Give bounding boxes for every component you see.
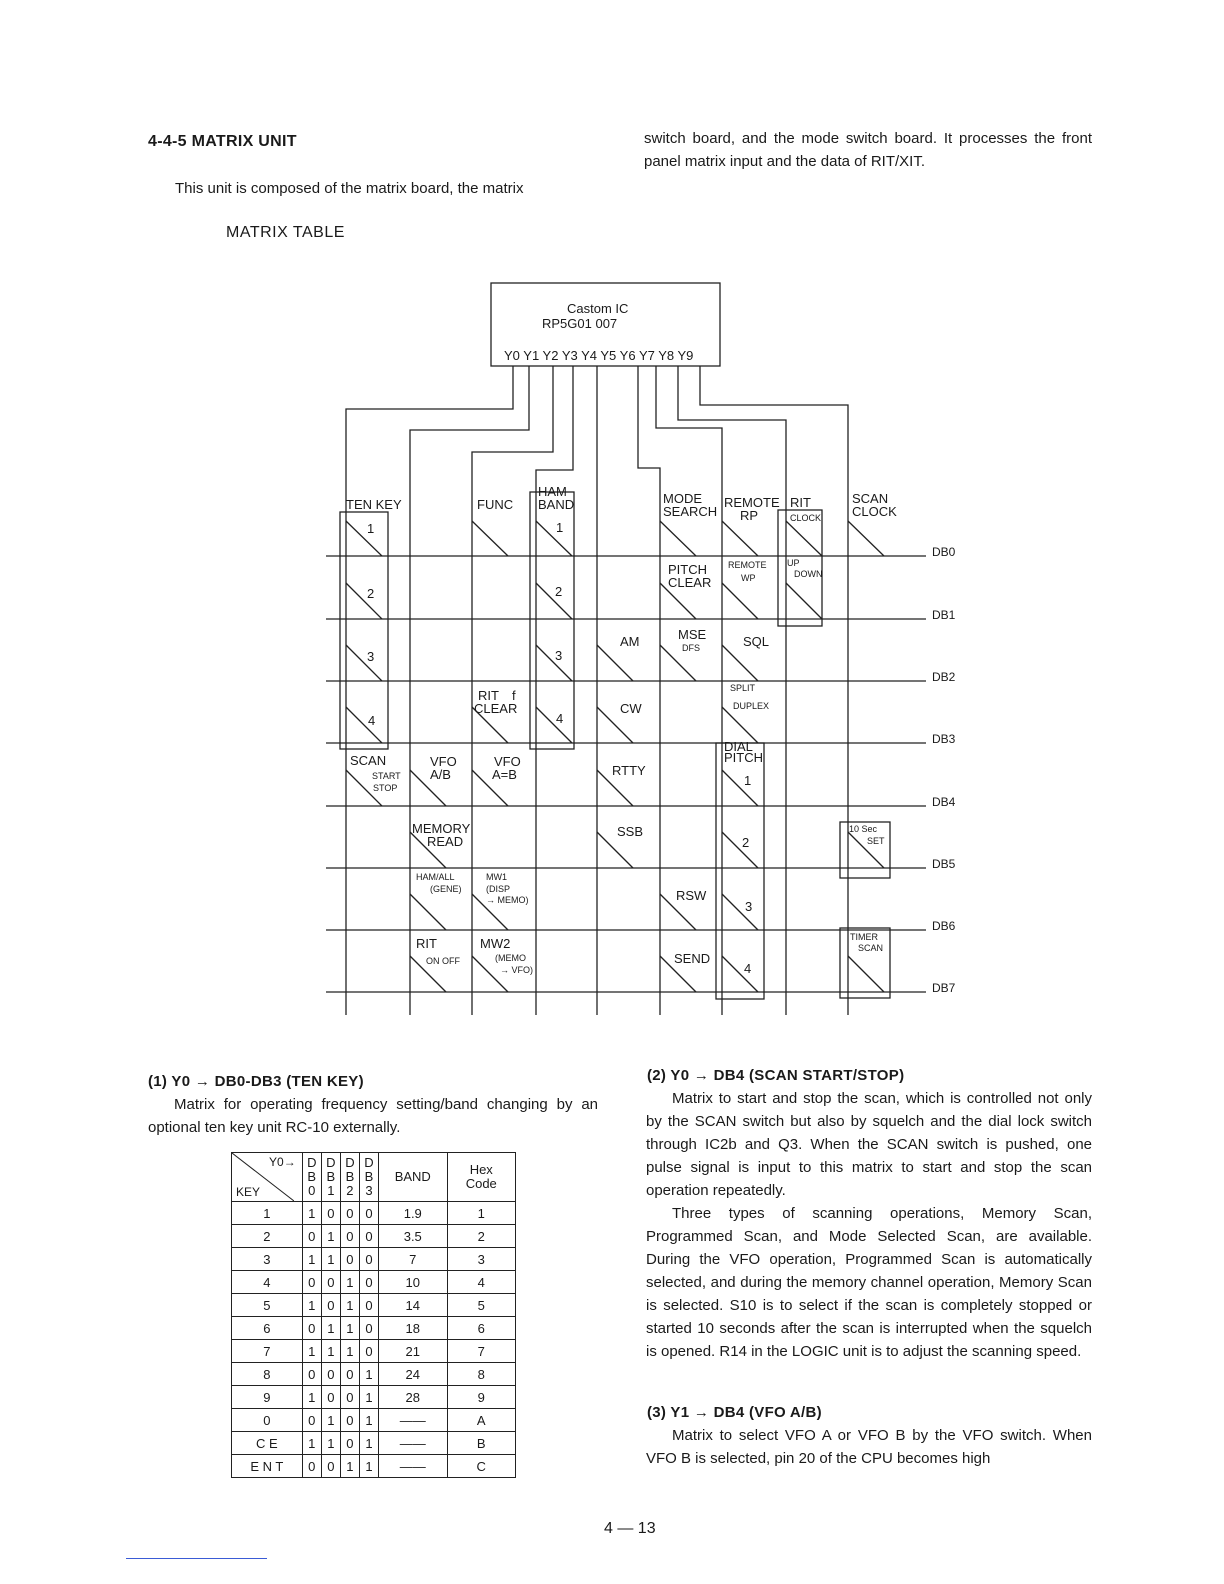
table-row xyxy=(232,1202,516,1225)
label-read: READ xyxy=(427,834,464,849)
table-cell-band: 24 xyxy=(379,1363,447,1386)
table-cell-db1: 1 xyxy=(321,1340,340,1363)
table-cell-db0: 0 xyxy=(302,1271,321,1294)
table-cell-hex: 4 xyxy=(447,1271,516,1294)
table-cell-hex: B xyxy=(447,1432,516,1455)
table-cell-db0: 1 xyxy=(302,1202,321,1225)
table-cell-db2: 0 xyxy=(340,1248,359,1271)
table-row xyxy=(232,1386,516,1409)
table-cell-band: —— xyxy=(379,1455,447,1478)
table-cell-db0: 1 xyxy=(302,1248,321,1271)
table-cell-key: 2 xyxy=(232,1225,303,1248)
table-row xyxy=(232,1271,516,1294)
label-mse: MSE xyxy=(678,627,707,642)
table-cell-key: E N T xyxy=(232,1455,303,1478)
label-ab: A/B xyxy=(430,767,451,782)
label-down: DOWN xyxy=(794,569,823,579)
label-dial: DIAL xyxy=(724,739,753,754)
rit-clock-box xyxy=(778,510,822,626)
table-cell-db3: 0 xyxy=(359,1340,378,1363)
table-cell-key: 7 xyxy=(232,1340,303,1363)
dial-pitch-box xyxy=(716,743,764,999)
table-cell-db0: 0 xyxy=(302,1455,321,1478)
db2-header: D B 2 xyxy=(340,1153,359,1202)
ten-key-4: 4 xyxy=(368,713,376,728)
table-cell-db3: 0 xyxy=(359,1248,378,1271)
section-heading: 4-4-5 MATRIX UNIT xyxy=(148,133,297,150)
ten-key-1: 1 xyxy=(367,521,375,536)
label-10sec: 10 Sec xyxy=(849,824,878,834)
table-cell-key: 1 xyxy=(232,1202,303,1225)
table-cell-db1: 0 xyxy=(321,1294,340,1317)
label-remote-rp: REMOTE xyxy=(724,495,780,510)
table-cell-db3: 1 xyxy=(359,1455,378,1478)
db-label: DB3 xyxy=(932,732,956,746)
dial-pitch-4: 4 xyxy=(744,961,752,976)
table-row xyxy=(232,1317,516,1340)
table-cell-band: 1.9 xyxy=(379,1202,447,1225)
db0-header: D B 0 xyxy=(302,1153,321,1202)
label-start: START xyxy=(372,771,401,781)
label-rtty: RTTY xyxy=(612,763,646,778)
dial-pitch-3: 3 xyxy=(745,899,753,914)
table-cell-band: 14 xyxy=(379,1294,447,1317)
table-cell-db0: 1 xyxy=(302,1386,321,1409)
label-send: SEND xyxy=(674,951,711,966)
table-row xyxy=(232,1225,516,1248)
table-cell-db3: 0 xyxy=(359,1294,378,1317)
table-cell-db2: 0 xyxy=(340,1432,359,1455)
label-ten-key: TEN KEY xyxy=(346,497,402,512)
ham-band-4: 4 xyxy=(556,711,564,726)
sub1-heading: (1) Y0 → DB0-DB3 (TEN KEY) xyxy=(148,1073,364,1090)
table-row xyxy=(232,1294,516,1317)
label-remote-wp: REMOTE xyxy=(728,560,767,570)
label-band: BAND xyxy=(538,497,575,512)
table-cell-db2: 0 xyxy=(340,1363,359,1386)
label-clock-small: CLOCK xyxy=(790,513,822,523)
ic-pins: Y0 Y1 Y2 Y3 Y4 Y5 Y6 Y7 Y8 Y9 xyxy=(504,348,694,363)
db1-header: D B 1 xyxy=(321,1153,340,1202)
intro-right: switch board, and the mode switch board. It processes the front panel matrix input and the data of RIT/XIT. xyxy=(644,130,1092,170)
intro-left: This unit is composed of the matrix board, the matrix xyxy=(175,180,524,197)
sub2-p1: Matrix to start and stop the scan, which is controlled not only by the SCAN switch but also by squelch and the dial lock switch through IC2b and Q3. When the SCAN switch is pushed, one pulse signal is input to this matrix to start and stop the scan operation repeatedly. xyxy=(646,1090,1092,1199)
label-rit-clear-2: CLEAR xyxy=(474,701,518,716)
table-cell-db0: 1 xyxy=(302,1294,321,1317)
label-dfs: DFS xyxy=(682,643,700,653)
table-cell-db0: 0 xyxy=(302,1409,321,1432)
table-cell-db2: 0 xyxy=(340,1202,359,1225)
label-clock: CLOCK xyxy=(852,504,897,519)
table-cell-hex: 6 xyxy=(447,1317,516,1340)
table-cell-key: 8 xyxy=(232,1363,303,1386)
table-cell-db1: 0 xyxy=(321,1202,340,1225)
table-cell-key: 3 xyxy=(232,1248,303,1271)
db-label: DB2 xyxy=(932,670,956,684)
footer-rule xyxy=(126,1558,267,1559)
table-cell-db3: 0 xyxy=(359,1317,378,1340)
db-label: DB1 xyxy=(932,608,956,622)
table-cell-hex: 1 xyxy=(447,1202,516,1225)
label-ham: HAM xyxy=(538,484,567,499)
table-cell-hex: 8 xyxy=(447,1363,516,1386)
switch-diagonals xyxy=(346,521,884,992)
table-row xyxy=(232,1409,516,1432)
table-cell-db1: 1 xyxy=(321,1248,340,1271)
table-cell-key: 6 xyxy=(232,1317,303,1340)
label-cw: CW xyxy=(620,701,642,716)
label-sql: SQL xyxy=(743,634,770,649)
sub1-body: Matrix for operating frequency setting/band changing by an optional ten key unit RC-10 externally. xyxy=(148,1096,598,1136)
table-cell-db1: 1 xyxy=(321,1317,340,1340)
label-rp: RP xyxy=(740,508,759,523)
label-to-memo: → MEMO) xyxy=(486,895,529,905)
db-label: DB6 xyxy=(932,919,956,933)
label-rit-onoff: RIT xyxy=(416,936,437,951)
label-timer: TIMER xyxy=(850,932,878,942)
hex-header: Hex Code xyxy=(447,1153,516,1202)
ic-part: RP5G01 007 xyxy=(542,316,618,331)
table-cell-hex: 3 xyxy=(447,1248,516,1271)
db-label: DB0 xyxy=(932,545,956,559)
corner-top: Y0→ xyxy=(269,1155,296,1169)
table-cell-key: 0 xyxy=(232,1409,303,1432)
label-timer-scan: SCAN xyxy=(858,943,884,953)
label-aeqb: A=B xyxy=(492,767,517,782)
label-up: UP xyxy=(787,558,800,568)
table-cell-db1: 0 xyxy=(321,1363,340,1386)
label-rit-top: RIT xyxy=(790,495,811,510)
label-memo2: (MEMO xyxy=(495,953,526,963)
table-cell-db2: 0 xyxy=(340,1386,359,1409)
page-number: 4 — 13 xyxy=(604,1520,656,1537)
table-cell-band: —— xyxy=(379,1409,447,1432)
table-cell-db2: 0 xyxy=(340,1225,359,1248)
sub3-body: Matrix to select VFO A or VFO B by the VFO switch. When VFO B is selected, pin 20 of the CPU becomes high xyxy=(646,1427,1092,1467)
label-clear: CLEAR xyxy=(668,575,712,590)
sub2-heading: (2) Y0 → DB4 (SCAN START/STOP) xyxy=(647,1067,905,1084)
table-cell-hex: 2 xyxy=(447,1225,516,1248)
label-mode: MODE xyxy=(663,491,702,506)
table-cell-db1: 0 xyxy=(321,1271,340,1294)
db-label: DB7 xyxy=(932,981,956,995)
table-cell-db3: 1 xyxy=(359,1386,378,1409)
table-cell-hex: C xyxy=(447,1455,516,1478)
label-mw1: MW1 xyxy=(486,872,507,882)
db-label: DB4 xyxy=(932,795,956,809)
ten-key-table xyxy=(231,1152,516,1478)
sub3-heading: (3) Y1 → DB4 (VFO A/B) xyxy=(647,1404,822,1421)
corner-bottom: KEY xyxy=(236,1185,261,1199)
label-dial-pitch: PITCH xyxy=(724,750,763,765)
table-cell-key: C E xyxy=(232,1432,303,1455)
db3-header: D B 3 xyxy=(359,1153,378,1202)
table-cell-db0: 0 xyxy=(302,1225,321,1248)
label-set: SET xyxy=(867,836,885,846)
y3-wire xyxy=(536,366,573,1015)
table-cell-db3: 0 xyxy=(359,1271,378,1294)
table-cell-db2: 1 xyxy=(340,1271,359,1294)
table-cell-key: 4 xyxy=(232,1271,303,1294)
table-cell-band: 21 xyxy=(379,1340,447,1363)
dial-pitch-1: 1 xyxy=(744,773,752,788)
ten-key-box xyxy=(340,512,388,749)
table-cell-hex: 5 xyxy=(447,1294,516,1317)
table-row xyxy=(232,1455,516,1478)
ham-band-2: 2 xyxy=(555,584,563,599)
table-cell-db2: 1 xyxy=(340,1340,359,1363)
sub2-p2: Three types of scanning operations, Memory Scan, Programmed Scan, and Mode Selected Scan, are available. During the VFO operation, Programmed Scan is automatically selected, and during the memory channel operation, Memory Scan is selected. S10 is to select if the scan is completely stopped or started 10 seconds after the scan is interrupted when the squelch is opened. R14 in the LOGIC unit is to adjust the scanning speed. xyxy=(646,1205,1092,1360)
table-cell-band: 10 xyxy=(379,1271,447,1294)
label-stop: STOP xyxy=(373,783,398,793)
label-am: AM xyxy=(620,634,640,649)
label-func: FUNC xyxy=(477,497,514,512)
y5-wire xyxy=(638,366,660,1015)
table-cell-db3: 1 xyxy=(359,1409,378,1432)
table-cell-db3: 1 xyxy=(359,1363,378,1386)
table-cell-db1: 1 xyxy=(321,1432,340,1455)
label-duplex: DUPLEX xyxy=(733,701,770,711)
table-cell-db2: 0 xyxy=(340,1409,359,1432)
ten-key-3: 3 xyxy=(367,649,375,664)
label-rsw: RSW xyxy=(676,888,707,903)
table-cell-db3: 1 xyxy=(359,1432,378,1455)
label-wp: WP xyxy=(741,573,756,583)
table-cell-band: 7 xyxy=(379,1248,447,1271)
table-cell-db0: 1 xyxy=(302,1340,321,1363)
label-scan-top: SCAN xyxy=(852,491,889,506)
table-row xyxy=(232,1340,516,1363)
table-cell-db0: 0 xyxy=(302,1363,321,1386)
label-pitch: PITCH xyxy=(668,562,707,577)
y6-wire xyxy=(656,366,722,1015)
table-row xyxy=(232,1248,516,1271)
table-cell-hex: 7 xyxy=(447,1340,516,1363)
table-cell-band: 18 xyxy=(379,1317,447,1340)
table-row xyxy=(232,1432,516,1455)
label-to-vfo: → VFO) xyxy=(500,965,533,975)
table-cell-band: 28 xyxy=(379,1386,447,1409)
label-hamall: HAM/ALL xyxy=(416,872,455,882)
dial-pitch-2: 2 xyxy=(742,835,750,850)
label-rit-f: f xyxy=(512,688,516,703)
label-memory: MEMORY xyxy=(412,821,471,836)
table-cell-db0: 0 xyxy=(302,1317,321,1340)
table-cell-hex: A xyxy=(447,1409,516,1432)
table-cell-db1: 1 xyxy=(321,1225,340,1248)
table-cell-db3: 0 xyxy=(359,1225,378,1248)
label-onoff: ON OFF xyxy=(426,956,460,966)
table-cell-db1: 0 xyxy=(321,1455,340,1478)
table-cell-db2: 1 xyxy=(340,1294,359,1317)
label-rit-clear: RIT xyxy=(478,688,499,703)
table-cell-key: 9 xyxy=(232,1386,303,1409)
db-label: DB5 xyxy=(932,857,956,871)
ten-key-2: 2 xyxy=(367,586,375,601)
matrix-table-title: MATRIX TABLE xyxy=(226,224,345,241)
label-vfo-ab: VFO xyxy=(430,754,457,769)
ham-band-1: 1 xyxy=(556,520,564,535)
label-vfo-aeqb: VFO xyxy=(494,754,521,769)
table-cell-db0: 1 xyxy=(302,1432,321,1455)
label-gene: (GENE) xyxy=(430,884,462,894)
label-scan: SCAN xyxy=(350,753,387,768)
label-search: SEARCH xyxy=(663,504,718,519)
label-split: SPLIT xyxy=(730,683,756,693)
table-cell-db1: 0 xyxy=(321,1386,340,1409)
table-cell-db1: 1 xyxy=(321,1409,340,1432)
table-cell-db2: 1 xyxy=(340,1455,359,1478)
table-cell-hex: 9 xyxy=(447,1386,516,1409)
table-cell-band: 3.5 xyxy=(379,1225,447,1248)
table-cell-key: 5 xyxy=(232,1294,303,1317)
corner-cell xyxy=(232,1153,303,1202)
table-cell-db3: 0 xyxy=(359,1202,378,1225)
table-row xyxy=(232,1363,516,1386)
label-disp: (DISP xyxy=(486,884,511,894)
band-header: BAND xyxy=(379,1153,447,1202)
table-cell-band: —— xyxy=(379,1432,447,1455)
label-mw2: MW2 xyxy=(480,936,511,951)
label-ssb: SSB xyxy=(617,824,644,839)
ham-band-3: 3 xyxy=(555,648,563,663)
table-cell-db2: 1 xyxy=(340,1317,359,1340)
ic-name: Castom IC xyxy=(567,301,629,316)
